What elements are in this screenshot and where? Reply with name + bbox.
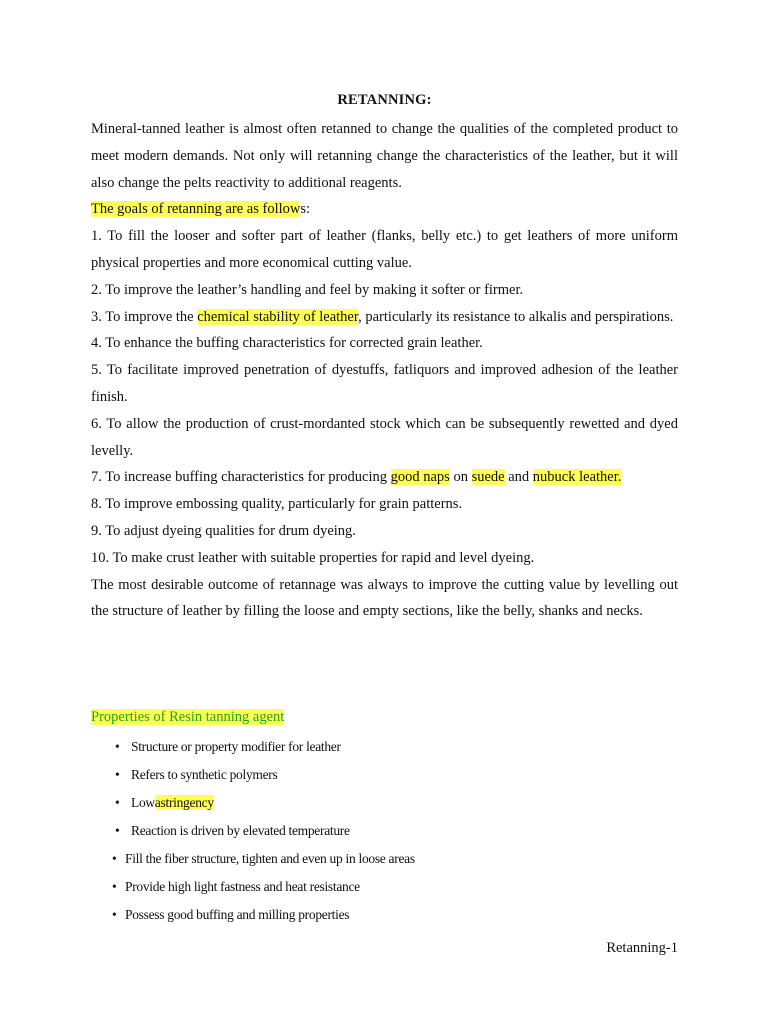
goal-7 bbox=[91, 464, 678, 491]
list-item bbox=[91, 901, 678, 929]
page-footer: Retanning-1 bbox=[606, 940, 678, 956]
goal-7-highlight-good-naps: good naps bbox=[390, 469, 450, 486]
goal-5: 5. To facilitate improved penetration of dyestuffs, fatliquors and improved adhesion of the leather finish. bbox=[91, 362, 678, 405]
goals-intro-rest: s: bbox=[300, 201, 311, 218]
goal-1: 1. To fill the looser and softer part of leather (flanks, belly etc.) to get leathers of more uniform physical properties and more economical cutting value. bbox=[91, 228, 678, 271]
goals-intro bbox=[91, 196, 678, 223]
goal-3-highlight: chemical stability of leather bbox=[197, 308, 359, 325]
goal-3 bbox=[91, 304, 678, 331]
conclusion-paragraph: The most desirable outcome of retannage was always to improve the cutting value by levelling out the structure of leather by filling the loose and empty sections, like the belly, shanks and necks. bbox=[91, 576, 678, 620]
goal-6: 6. To allow the production of crust-mordanted stock which can be subsequently rewetted and dyed levelly. bbox=[91, 415, 678, 459]
resin-section bbox=[91, 705, 678, 929]
goals-intro-highlight: The goals of retanning are as follow bbox=[91, 201, 301, 218]
list-item bbox=[91, 817, 678, 845]
list-item-text: Possess good buffing and milling properties bbox=[125, 907, 350, 922]
list-item-text: Provide high light fastness and heat resistance bbox=[125, 879, 360, 894]
resin-heading bbox=[91, 705, 678, 729]
bullet-icon: • bbox=[115, 795, 120, 810]
intro-paragraph: Mineral-tanned leather is almost often retanned to change the qualities of the completed product to meet modern demands. Not only will retanning change the characteristics of the leather, but it will also change the pelts reactivity to additional reagents. bbox=[91, 121, 678, 191]
document-page bbox=[91, 0, 678, 1024]
list-item-text: Structure or property modifier for leather bbox=[131, 739, 341, 754]
resin-heading-text: Properties of Resin tanning agent bbox=[91, 709, 285, 725]
list-item bbox=[91, 789, 678, 817]
goal-9: 9. To adjust dyeing qualities for drum dyeing. bbox=[91, 522, 356, 539]
bullet-icon: • bbox=[115, 823, 120, 838]
document-body bbox=[91, 116, 678, 625]
goal-3-pre: 3. To improve the bbox=[91, 308, 198, 325]
page-title: RETANNING: bbox=[337, 92, 432, 108]
goal-7-pre: 7. To increase buffing characteristics for producing bbox=[91, 469, 391, 486]
goal-7-mid-1: on bbox=[449, 469, 472, 486]
bullet-icon: • bbox=[115, 739, 120, 754]
list-item-highlight: astringency bbox=[154, 795, 214, 810]
goal-10: 10. To make crust leather with suitable properties for rapid and level dyeing. bbox=[91, 549, 535, 566]
list-item-text: Refers to synthetic polymers bbox=[131, 767, 278, 782]
goal-7-mid-2: and bbox=[504, 469, 533, 486]
bullet-icon: • bbox=[112, 879, 117, 894]
list-item bbox=[91, 845, 678, 873]
list-item bbox=[91, 733, 678, 761]
goal-7-highlight-suede: suede bbox=[471, 469, 505, 486]
list-item-text: Reaction is driven by elevated temperature bbox=[131, 823, 350, 838]
bullet-icon: • bbox=[115, 767, 120, 782]
goal-7-highlight-nubuck: nubuck leather. bbox=[532, 469, 622, 486]
goal-4: 4. To enhance the buffing characteristics for corrected grain leather. bbox=[91, 335, 483, 352]
goal-2: 2. To improve the leather’s handling and feel by making it softer or firmer. bbox=[91, 281, 524, 298]
bullet-icon: • bbox=[112, 907, 117, 922]
list-item bbox=[91, 761, 678, 789]
goal-8: 8. To improve embossing quality, particularly for grain patterns. bbox=[91, 496, 463, 513]
list-item-text: Fill the fiber structure, tighten and even up in loose areas bbox=[125, 851, 415, 866]
resin-properties-list bbox=[91, 733, 678, 929]
list-item bbox=[91, 873, 678, 901]
bullet-icon: • bbox=[112, 851, 117, 866]
goal-3-post: , particularly its resistance to alkalis and perspirations. bbox=[358, 308, 674, 325]
list-item-text: Low bbox=[131, 795, 155, 810]
